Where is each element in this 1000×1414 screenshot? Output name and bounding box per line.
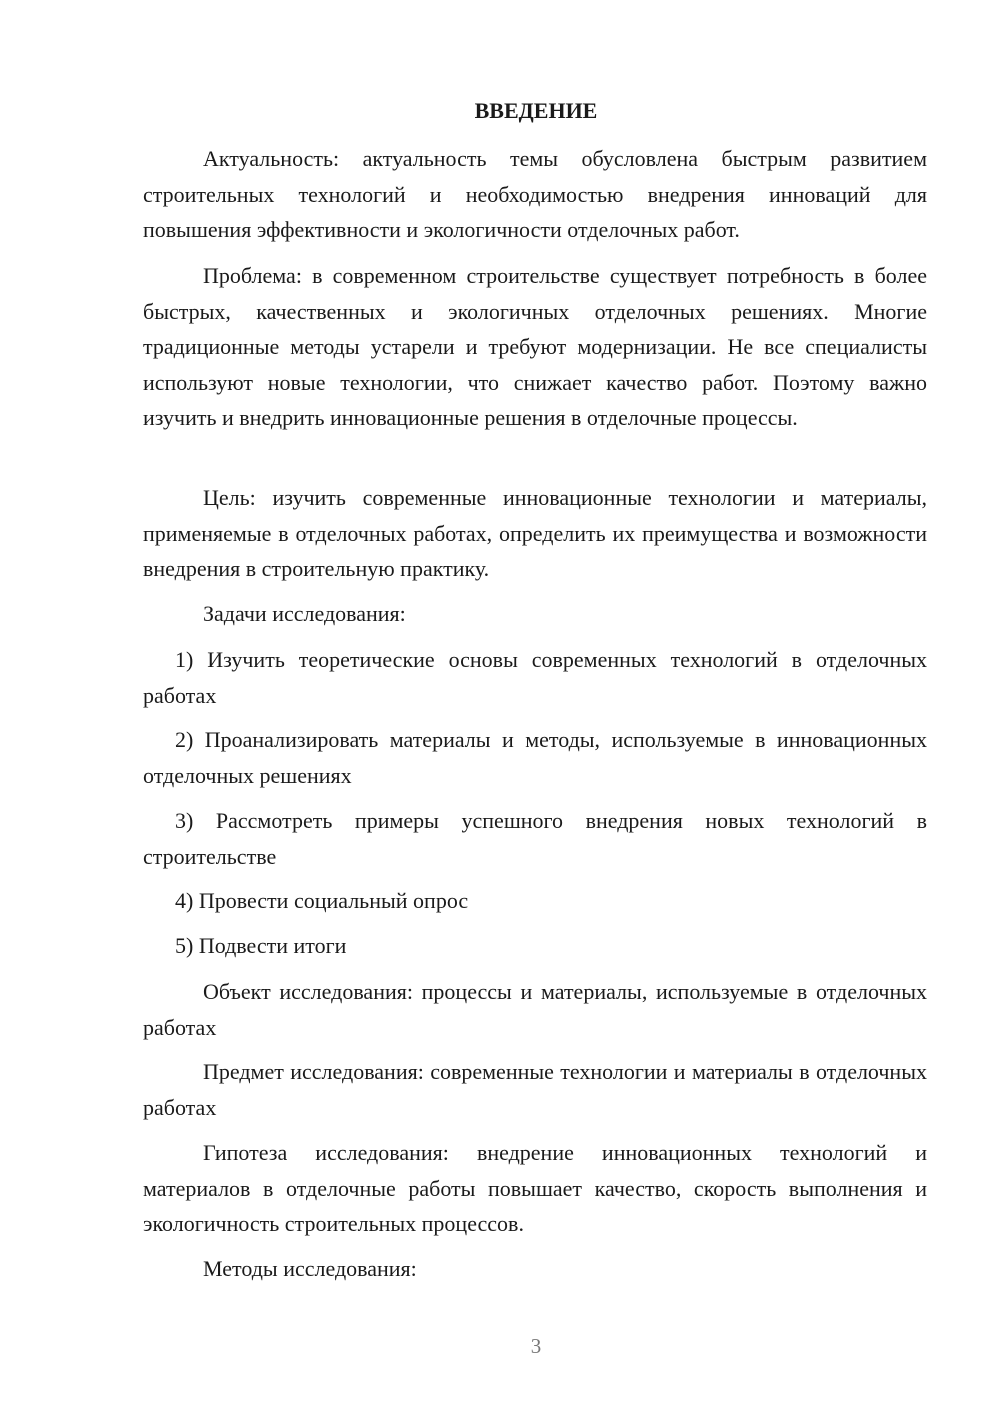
list-item-task-5: 5) Подвести итоги bbox=[175, 933, 347, 958]
paragraph-hypothesis: Гипотеза исследования: внедрение инновационных технологий и материалов в отделочные работы повышает качество, скорость выполнения и экологичность строительных процессов. bbox=[143, 1140, 927, 1236]
list-item-task-1: 1) Изучить теоретические основы современных технологий в отделочных работах bbox=[143, 647, 927, 708]
paragraph-methods: Методы исследования: bbox=[203, 1256, 417, 1281]
list-item-task-2: 2) Проанализировать материалы и методы, используемые в инновационных отделочных решениях bbox=[143, 727, 927, 788]
paragraph-goal: Цель: изучить современные инновационные технологии и материалы, применяемые в отделочных работах, определить их преимущества и возможности внедрения в строительную практику. bbox=[143, 485, 927, 581]
page-title: ВВЕДЕНИЕ bbox=[474, 98, 598, 123]
list-item-task-4: 4) Провести социальный опрос bbox=[175, 888, 469, 913]
page-number: 3 bbox=[530, 1334, 542, 1358]
paragraph-problem: Проблема: в современном строительстве существует потребность в более быстрых, качественных и экологичных отделочных решениях. Многие традиционные методы устарели и требуют модернизации. Не все специалисты используют новые технологии, что снижает качество работ. Поэтому важно изучить и внедрить инновационные решения в отделочные процессы. bbox=[143, 263, 927, 430]
list-item-task-3: 3) Рассмотреть примеры успешного внедрения новых технологий в строительстве bbox=[143, 808, 927, 869]
paragraph-tasks-heading: Задачи исследования: bbox=[203, 601, 406, 626]
paragraph-relevance: Актуальность: актуальность темы обусловлена быстрым развитием строительных технологий и необходимостью внедрения инноваций для повышения эффективности и экологичности отделочных работ. bbox=[143, 146, 927, 242]
paragraph-object: Объект исследования: процессы и материалы, используемые в отделочных работах bbox=[143, 979, 927, 1040]
paragraph-subject: Предмет исследования: современные технологии и материалы в отделочных работах bbox=[143, 1059, 927, 1120]
